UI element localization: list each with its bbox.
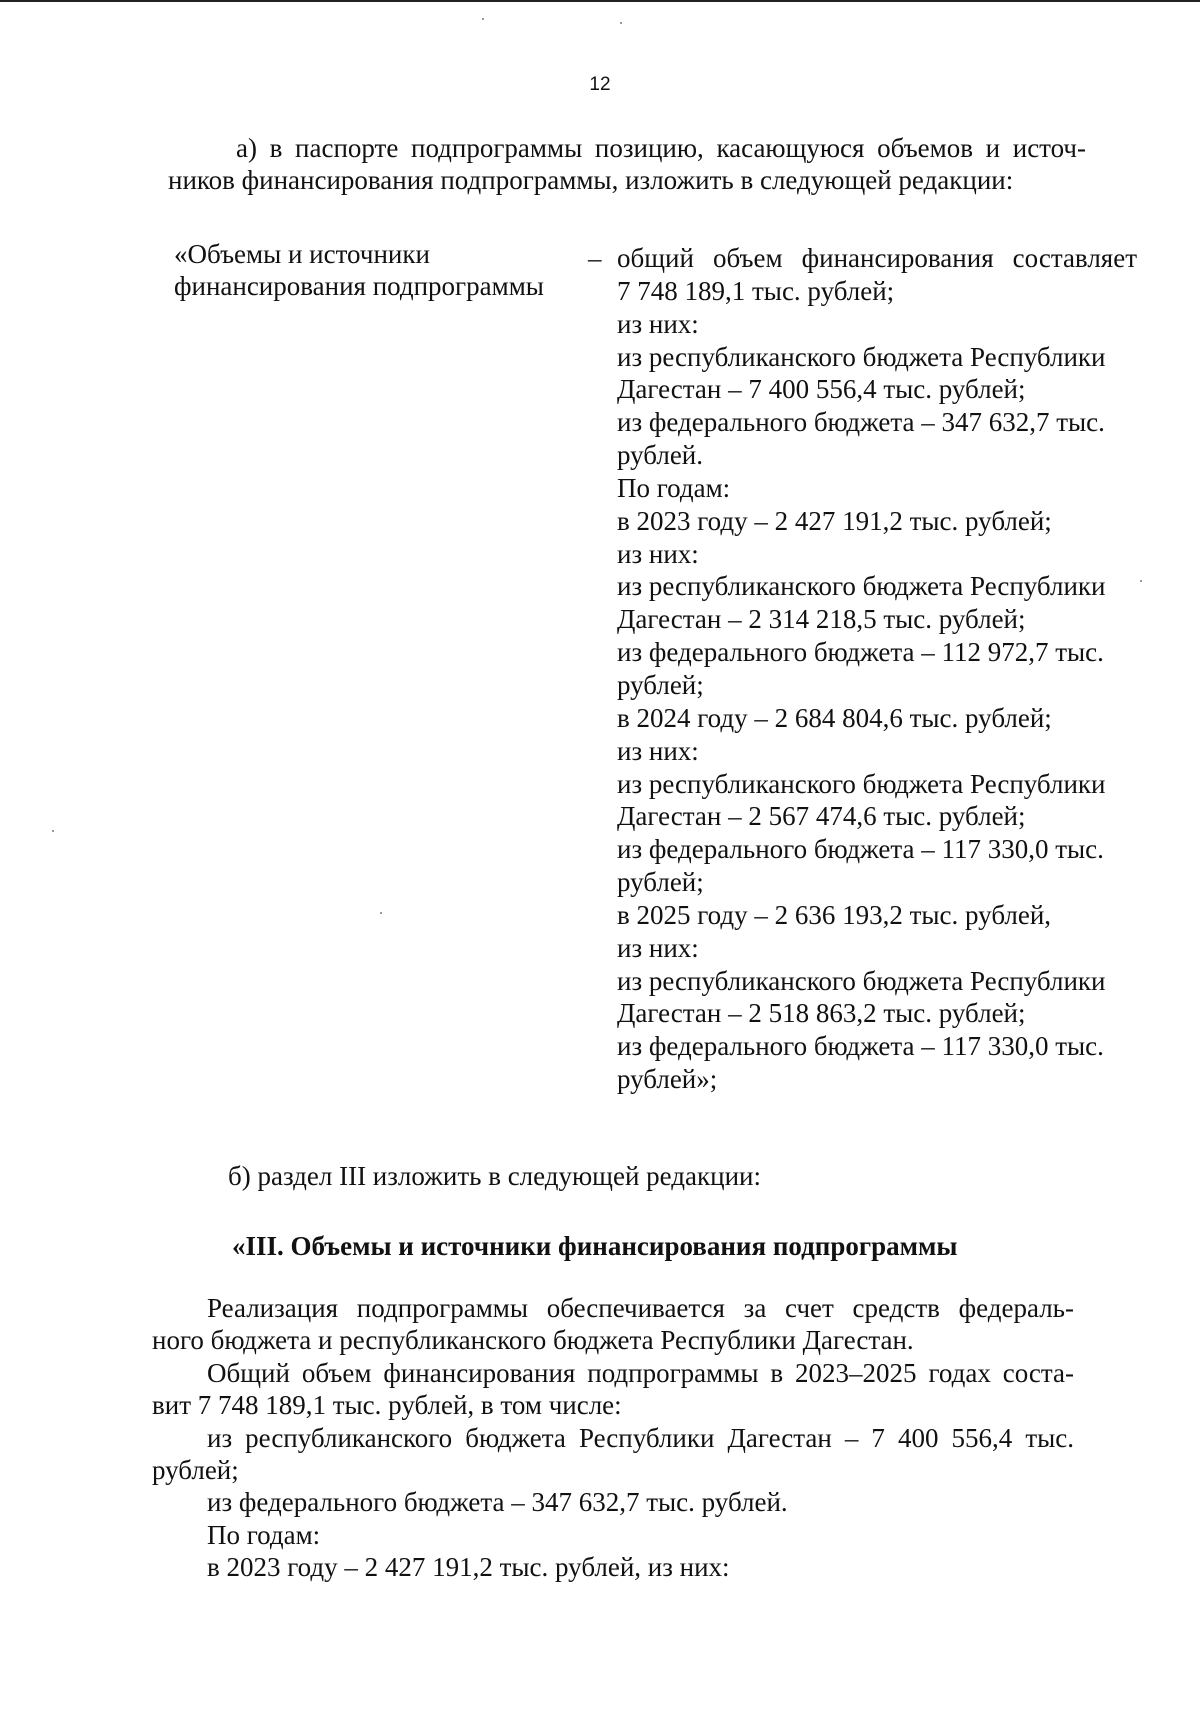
- passport-label-line-2: финансирования подпрограммы: [174, 271, 544, 301]
- body-line: ного бюджета и республиканского бюджета Республики Дагестан.: [152, 1325, 914, 1356]
- passport-line: из них:: [617, 735, 699, 766]
- passport-line: рублей.: [617, 440, 704, 471]
- passport-label: [174, 238, 594, 302]
- passport-line: в 2025 году – 2 636 193,2 тыс. рублей,: [617, 899, 1052, 930]
- scan-top-border: [0, 0, 1200, 2]
- intro-line-2: ников финансирования подпрограммы, изложить в следующей редакции:: [168, 165, 1014, 195]
- scan-speck: [1140, 580, 1142, 582]
- passport-value: [617, 242, 1137, 1096]
- passport-line: в 2023 году – 2 427 191,2 тыс. рублей;: [617, 505, 1052, 536]
- section-b-intro: б) раздел III изложить в следующей редакции:: [228, 1161, 761, 1191]
- passport-line: из республиканского бюджета Республики: [617, 768, 1106, 799]
- page-number: 12: [589, 74, 611, 95]
- body-line: в 2023 году – 2 427 191,2 тыс. рублей, из них:: [207, 1552, 730, 1583]
- scan-speck: [482, 18, 484, 20]
- scan-speck: [52, 830, 54, 832]
- scan-speck: [380, 912, 382, 914]
- section-body: [152, 1292, 1074, 1584]
- passport-line: общий объем финансирования составляет: [617, 243, 1137, 273]
- passport-line: из федерального бюджета – 117 330,0 тыс.: [617, 1031, 1104, 1062]
- passport-line: рублей;: [617, 669, 704, 700]
- intro-paragraph: [168, 132, 1086, 196]
- passport-line: По годам:: [617, 472, 731, 503]
- passport-line: в 2024 году – 2 684 804,6 тыс. рублей;: [617, 702, 1052, 733]
- passport-line: Дагестан – 2 518 863,2 тыс. рублей;: [617, 998, 1026, 1029]
- passport-line: рублей»;: [617, 1064, 718, 1095]
- passport-line: Дагестан – 2 567 474,6 тыс. рублей;: [617, 801, 1026, 832]
- passport-line: из них:: [617, 538, 699, 569]
- passport-line: из них:: [617, 308, 699, 339]
- passport-line: из республиканского бюджета Республики: [617, 571, 1106, 602]
- passport-line: 7 748 189,1 тыс. рублей;: [617, 275, 895, 306]
- body-line: Общий объем финансирования подпрограммы в 2023–2025 годах соста-: [207, 1357, 1074, 1388]
- passport-label-line-1: «Объемы и источники: [174, 239, 430, 269]
- body-line: Реализация подпрограммы обеспечивается за счет средств федераль-: [207, 1293, 1074, 1323]
- passport-line: из федерального бюджета – 117 330,0 тыс.: [617, 834, 1104, 865]
- passport-line: из федерального бюджета – 112 972,7 тыс.: [617, 637, 1104, 668]
- body-line: из федерального бюджета – 347 632,7 тыс. рублей.: [207, 1487, 788, 1518]
- scan-speck: [620, 22, 622, 24]
- body-line: из республиканского бюджета Республики Дагестан – 7 400 556,4 тыс.: [207, 1422, 1074, 1453]
- body-line: рублей;: [152, 1455, 239, 1486]
- passport-line: из республиканского бюджета Республики: [617, 965, 1106, 996]
- passport-line: Дагестан – 7 400 556,4 тыс. рублей;: [617, 374, 1026, 405]
- body-line: вит 7 748 189,1 тыс. рублей, в том числе:: [152, 1390, 622, 1421]
- intro-line-1: а) в паспорте подпрограммы позицию, касающуюся объемов и источ-: [236, 133, 1086, 163]
- body-line: По годам:: [207, 1519, 321, 1550]
- passport-line: из федерального бюджета – 347 632,7 тыс.: [617, 407, 1105, 438]
- passport-line: рублей;: [617, 867, 704, 898]
- passport-dash: –: [588, 243, 602, 273]
- passport-line: из них:: [617, 932, 699, 963]
- passport-line: Дагестан – 2 314 218,5 тыс. рублей;: [617, 604, 1026, 635]
- section-heading: «III. Объемы и источники финансирования подпрограммы: [232, 1231, 958, 1261]
- passport-line: из республиканского бюджета Республики: [617, 341, 1106, 372]
